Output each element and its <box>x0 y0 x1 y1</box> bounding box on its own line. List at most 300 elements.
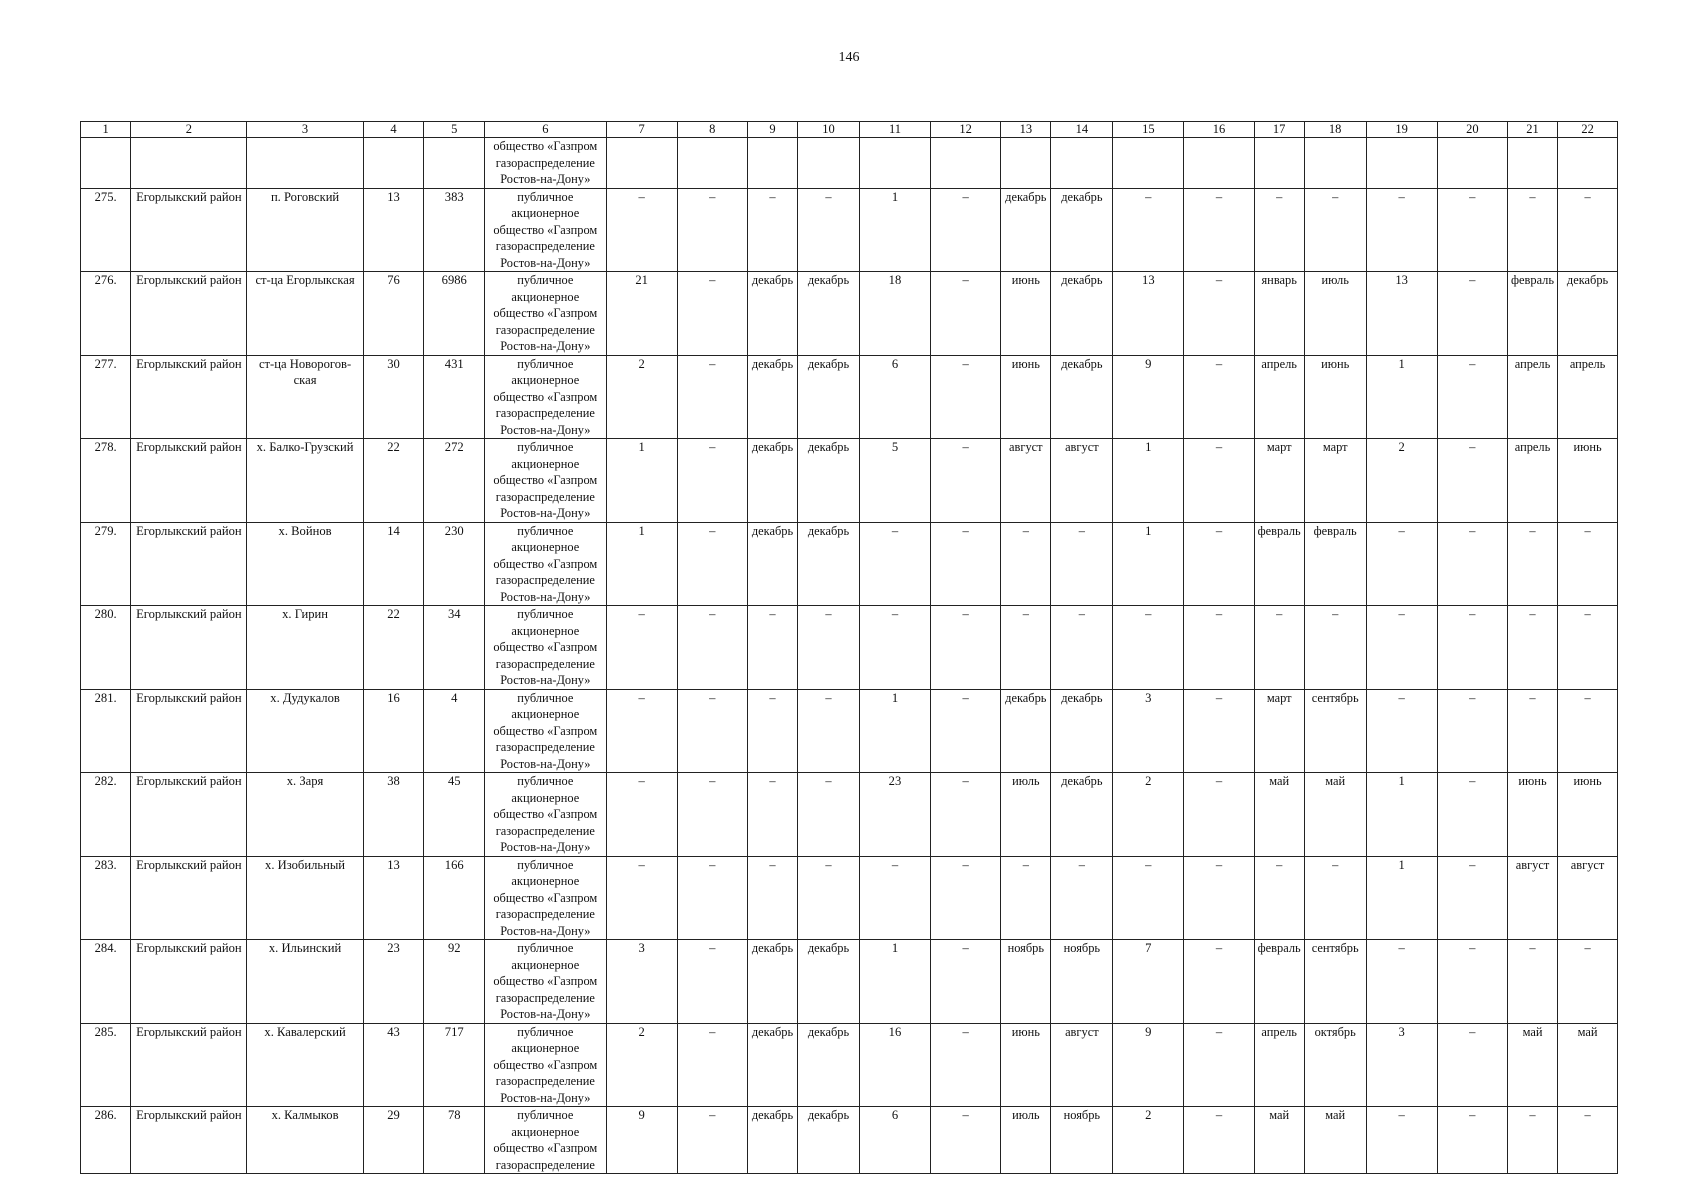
table-row <box>81 188 1618 272</box>
cell-col-18: сентябрь <box>1304 689 1366 773</box>
column-number: 11 <box>859 122 930 138</box>
cell-empty <box>131 138 247 189</box>
org-line: общество «Газпром <box>493 389 598 404</box>
cell-col-14: декабрь <box>1051 689 1113 773</box>
cell-col-7: – <box>606 773 677 857</box>
cell-col-12: – <box>931 1107 1001 1174</box>
cell-col-10: – <box>798 773 860 857</box>
cell-organization <box>485 522 606 606</box>
cell-organization <box>485 856 606 940</box>
column-number: 10 <box>798 122 860 138</box>
org-line: газораспределение <box>495 239 595 253</box>
table-row <box>81 272 1618 356</box>
cell-col-4: 29 <box>363 1107 424 1174</box>
cell-col-7: – <box>606 188 677 272</box>
cell-col-9: декабрь <box>747 355 797 439</box>
cell-col-20: – <box>1437 940 1507 1024</box>
cell-col-18: сентябрь <box>1304 940 1366 1024</box>
cell-col-18: – <box>1304 606 1366 690</box>
cell-col-17: февраль <box>1254 522 1304 606</box>
cell-col-22: апрель <box>1558 355 1618 439</box>
cell-col-9: декабрь <box>747 272 797 356</box>
cell-col-15: 1 <box>1113 522 1184 606</box>
cell-col-14: декабрь <box>1051 355 1113 439</box>
cell-col-13: – <box>1001 606 1051 690</box>
org-line: публичное <box>517 189 574 204</box>
cell-col-4: 13 <box>363 856 424 940</box>
org-line: Ростов-на-Дону» <box>500 255 591 270</box>
cell-col-21: – <box>1507 606 1557 690</box>
table-row <box>81 1107 1618 1174</box>
cell-col-20: – <box>1437 522 1507 606</box>
cell-col-18: май <box>1304 1107 1366 1174</box>
cell-col-8: – <box>677 773 747 857</box>
cell-col-21: – <box>1507 188 1557 272</box>
cell-empty <box>1254 138 1304 189</box>
column-number: 19 <box>1366 122 1437 138</box>
cell-organization-continued <box>485 138 606 189</box>
cell-col-10: – <box>798 856 860 940</box>
cell-col-14: – <box>1051 856 1113 940</box>
cell-col-18: март <box>1304 439 1366 523</box>
cell-col-11: 16 <box>859 1023 930 1107</box>
column-number: 2 <box>131 122 247 138</box>
org-line: общество «Газпром <box>493 473 598 487</box>
cell-col-10: – <box>798 188 860 272</box>
cell-col-11: – <box>859 856 930 940</box>
cell-row-number: 276. <box>81 272 131 356</box>
cell-col-11: 23 <box>859 773 930 857</box>
cell-col-19: – <box>1366 606 1437 690</box>
cell-col-12: – <box>931 940 1001 1024</box>
cell-col-22: – <box>1558 689 1618 773</box>
cell-col-5: 4 <box>424 689 485 773</box>
cell-col-5: 45 <box>424 773 485 857</box>
cell-col-14: август <box>1051 439 1113 523</box>
table-row <box>81 940 1618 1024</box>
org-line: акционерное <box>511 456 580 471</box>
org-line: акционерное <box>511 206 580 220</box>
cell-col-9: декабрь <box>747 439 797 523</box>
cell-col-5: 431 <box>424 355 485 439</box>
cell-col-15: – <box>1113 856 1184 940</box>
org-line: общество «Газпром <box>493 556 598 571</box>
column-number: 16 <box>1184 122 1254 138</box>
cell-col-20: – <box>1437 606 1507 690</box>
cell-district: Егорлыкский район <box>131 522 247 606</box>
cell-col-17: апрель <box>1254 355 1304 439</box>
cell-col-8: – <box>677 1107 747 1174</box>
cell-col-17: – <box>1254 188 1304 272</box>
org-line: общество «Газпром <box>493 139 598 153</box>
cell-district: Егорлыкский район <box>131 1107 247 1174</box>
cell-col-20: – <box>1437 1107 1507 1174</box>
cell-col-19: – <box>1366 1107 1437 1174</box>
cell-col-19: 1 <box>1366 856 1437 940</box>
org-line: Ростов-на-Дону» <box>500 422 591 437</box>
cell-empty <box>1507 138 1557 189</box>
cell-settlement: х. Изобильный <box>247 856 363 940</box>
cell-col-17: март <box>1254 439 1304 523</box>
cell-col-13: декабрь <box>1001 689 1051 773</box>
org-line: акционерное <box>511 373 580 387</box>
column-number: 14 <box>1051 122 1113 138</box>
org-line: акционерное <box>511 289 580 304</box>
cell-col-21: апрель <box>1507 439 1557 523</box>
cell-col-17: май <box>1254 1107 1304 1174</box>
cell-col-8: – <box>677 272 747 356</box>
cell-col-7: – <box>606 856 677 940</box>
cell-col-15: 2 <box>1113 773 1184 857</box>
cell-col-11: 6 <box>859 1107 930 1174</box>
cell-col-11: – <box>859 606 930 690</box>
cell-col-11: 1 <box>859 940 930 1024</box>
column-number: 5 <box>424 122 485 138</box>
cell-col-19: – <box>1366 522 1437 606</box>
cell-col-7: 21 <box>606 272 677 356</box>
cell-col-14: ноябрь <box>1051 1107 1113 1174</box>
cell-col-7: 2 <box>606 355 677 439</box>
page-number: 146 <box>838 50 860 65</box>
cell-col-14: – <box>1051 606 1113 690</box>
cell-col-18: февраль <box>1304 522 1366 606</box>
cell-col-9: – <box>747 689 797 773</box>
cell-col-21: февраль <box>1507 272 1557 356</box>
cell-col-16: – <box>1184 188 1254 272</box>
cell-col-10: – <box>798 689 860 773</box>
cell-col-8: – <box>677 522 747 606</box>
cell-col-4: 38 <box>363 773 424 857</box>
cell-col-8: – <box>677 606 747 690</box>
cell-district: Егорлыкский район <box>131 272 247 356</box>
cell-organization <box>485 188 606 272</box>
column-number: 20 <box>1437 122 1507 138</box>
cell-settlement: х. Балко-Грузский <box>247 439 363 523</box>
cell-col-7: 3 <box>606 940 677 1024</box>
org-line: газораспределение <box>495 573 595 587</box>
cell-col-19: 13 <box>1366 272 1437 356</box>
cell-col-20: – <box>1437 272 1507 356</box>
cell-col-19: 2 <box>1366 439 1437 523</box>
org-line: публичное <box>517 1024 574 1039</box>
cell-col-8: – <box>677 940 747 1024</box>
column-number: 9 <box>747 122 797 138</box>
cell-col-15: 9 <box>1113 1023 1184 1107</box>
cell-col-4: 30 <box>363 355 424 439</box>
cell-col-22: – <box>1558 1107 1618 1174</box>
cell-settlement: п. Роговский <box>247 188 363 272</box>
cell-col-17: февраль <box>1254 940 1304 1024</box>
org-line: газораспределение <box>495 1157 595 1172</box>
cell-col-22: – <box>1558 522 1618 606</box>
org-line: Ростов-на-Дону» <box>500 339 591 353</box>
cell-col-12: – <box>931 773 1001 857</box>
cell-empty <box>677 138 747 189</box>
cell-col-8: – <box>677 439 747 523</box>
org-line: акционерное <box>511 874 580 888</box>
cell-col-18: – <box>1304 188 1366 272</box>
cell-row-number: 285. <box>81 1023 131 1107</box>
cell-col-17: апрель <box>1254 1023 1304 1107</box>
table-row <box>81 606 1618 690</box>
cell-col-21: – <box>1507 1107 1557 1174</box>
cell-col-18: – <box>1304 856 1366 940</box>
cell-col-13: ноябрь <box>1001 940 1051 1024</box>
cell-col-20: – <box>1437 773 1507 857</box>
cell-settlement: х. Войнов <box>247 522 363 606</box>
cell-col-13: июль <box>1001 1107 1051 1174</box>
cell-col-18: октябрь <box>1304 1023 1366 1107</box>
cell-empty <box>1051 138 1113 189</box>
org-line: Ростов-на-Дону» <box>500 1090 591 1105</box>
cell-empty <box>1304 138 1366 189</box>
cell-col-8: – <box>677 856 747 940</box>
cell-col-5: 383 <box>424 188 485 272</box>
cell-col-7: – <box>606 689 677 773</box>
org-line: газораспределение <box>495 907 595 921</box>
cell-col-16: – <box>1184 689 1254 773</box>
cell-empty <box>1113 138 1184 189</box>
cell-col-9: – <box>747 856 797 940</box>
cell-empty <box>606 138 677 189</box>
cell-col-9: – <box>747 773 797 857</box>
column-number: 13 <box>1001 122 1051 138</box>
column-number: 15 <box>1113 122 1184 138</box>
cell-settlement: х. Ильинский <box>247 940 363 1024</box>
cell-row-number: 281. <box>81 689 131 773</box>
cell-col-13: декабрь <box>1001 188 1051 272</box>
org-line: общество «Газпром <box>493 306 598 320</box>
org-line: общество «Газпром <box>493 222 598 237</box>
cell-col-10: декабрь <box>798 439 860 523</box>
cell-col-14: декабрь <box>1051 773 1113 857</box>
cell-organization <box>485 606 606 690</box>
cell-col-15: 7 <box>1113 940 1184 1024</box>
org-line: общество «Газпром <box>493 1141 598 1155</box>
cell-col-15: 3 <box>1113 689 1184 773</box>
cell-col-4: 22 <box>363 439 424 523</box>
cell-col-5: 92 <box>424 940 485 1024</box>
org-line: акционерное <box>511 707 580 721</box>
cell-col-17: январь <box>1254 272 1304 356</box>
cell-settlement: х. Кавалерский <box>247 1023 363 1107</box>
table-row <box>81 773 1618 857</box>
cell-col-22: – <box>1558 940 1618 1024</box>
cell-col-12: – <box>931 689 1001 773</box>
cell-col-13: июль <box>1001 773 1051 857</box>
table-row <box>81 355 1618 439</box>
cell-col-11: 6 <box>859 355 930 439</box>
cell-col-13: июнь <box>1001 1023 1051 1107</box>
table-row <box>81 439 1618 523</box>
column-number: 21 <box>1507 122 1557 138</box>
cell-district: Егорлыкский район <box>131 606 247 690</box>
cell-empty <box>81 138 131 189</box>
cell-district: Егорлыкский район <box>131 689 247 773</box>
cell-col-21: август <box>1507 856 1557 940</box>
org-line: Ростов-на-Дону» <box>500 1007 591 1021</box>
cell-col-19: 1 <box>1366 773 1437 857</box>
cell-col-16: – <box>1184 773 1254 857</box>
cell-empty <box>1001 138 1051 189</box>
cell-col-19: 3 <box>1366 1023 1437 1107</box>
org-line: публичное <box>517 523 574 538</box>
cell-col-10: декабрь <box>798 522 860 606</box>
org-line: газораспределение <box>495 489 595 504</box>
org-line: публичное <box>517 1108 574 1122</box>
cell-col-4: 16 <box>363 689 424 773</box>
cell-row-number: 280. <box>81 606 131 690</box>
cell-col-4: 22 <box>363 606 424 690</box>
cell-col-19: – <box>1366 689 1437 773</box>
cell-col-22: май <box>1558 1023 1618 1107</box>
cell-col-4: 14 <box>363 522 424 606</box>
cell-col-17: – <box>1254 856 1304 940</box>
cell-col-4: 23 <box>363 940 424 1024</box>
cell-col-21: – <box>1507 940 1557 1024</box>
cell-col-22: – <box>1558 606 1618 690</box>
cell-col-16: – <box>1184 940 1254 1024</box>
continuation-row <box>81 138 1618 189</box>
cell-col-5: 230 <box>424 522 485 606</box>
org-line: публичное <box>517 440 574 454</box>
cell-col-8: – <box>677 355 747 439</box>
cell-col-18: май <box>1304 773 1366 857</box>
cell-col-18: июль <box>1304 272 1366 356</box>
org-line: акционерное <box>511 790 580 805</box>
cell-district: Егорлыкский район <box>131 856 247 940</box>
cell-organization <box>485 940 606 1024</box>
org-line: акционерное <box>511 540 580 554</box>
cell-col-17: май <box>1254 773 1304 857</box>
cell-col-12: – <box>931 188 1001 272</box>
org-line: газораспределение <box>495 990 595 1005</box>
cell-col-19: 1 <box>1366 355 1437 439</box>
cell-col-20: – <box>1437 439 1507 523</box>
org-line: публичное <box>517 690 574 705</box>
table-row <box>81 1023 1618 1107</box>
cell-col-22: декабрь <box>1558 272 1618 356</box>
column-number: 22 <box>1558 122 1618 138</box>
cell-settlement: х. Дудукалов <box>247 689 363 773</box>
cell-col-8: – <box>677 188 747 272</box>
cell-col-8: – <box>677 689 747 773</box>
cell-empty <box>1558 138 1618 189</box>
cell-col-21: – <box>1507 689 1557 773</box>
column-number: 18 <box>1304 122 1366 138</box>
column-number: 4 <box>363 122 424 138</box>
org-line: общество «Газпром <box>493 723 598 738</box>
cell-settlement: ст-ца Новорогов-ская <box>247 355 363 439</box>
cell-col-12: – <box>931 1023 1001 1107</box>
cell-col-10: декабрь <box>798 272 860 356</box>
gasification-schedule-table <box>80 121 1618 1174</box>
cell-empty <box>424 138 485 189</box>
column-number: 7 <box>606 122 677 138</box>
cell-empty <box>247 138 363 189</box>
cell-col-16: – <box>1184 355 1254 439</box>
cell-row-number: 278. <box>81 439 131 523</box>
cell-empty <box>363 138 424 189</box>
cell-col-17: – <box>1254 606 1304 690</box>
org-line: общество «Газпром <box>493 1057 598 1072</box>
org-line: Ростов-на-Дону» <box>500 506 591 520</box>
cell-col-16: – <box>1184 856 1254 940</box>
cell-empty <box>859 138 930 189</box>
org-line: общество «Газпром <box>493 974 598 988</box>
column-number: 6 <box>485 122 606 138</box>
cell-col-17: март <box>1254 689 1304 773</box>
cell-col-12: – <box>931 355 1001 439</box>
org-line: публичное <box>517 356 574 371</box>
org-line: публичное <box>517 857 574 872</box>
cell-col-18: июнь <box>1304 355 1366 439</box>
cell-col-22: август <box>1558 856 1618 940</box>
cell-col-15: 2 <box>1113 1107 1184 1174</box>
cell-col-4: 13 <box>363 188 424 272</box>
cell-settlement: х. Калмыков <box>247 1107 363 1174</box>
cell-row-number: 282. <box>81 773 131 857</box>
cell-col-14: – <box>1051 522 1113 606</box>
org-line: акционерное <box>511 1124 580 1139</box>
cell-row-number: 279. <box>81 522 131 606</box>
cell-row-number: 286. <box>81 1107 131 1174</box>
cell-district: Егорлыкский район <box>131 1023 247 1107</box>
cell-col-21: – <box>1507 522 1557 606</box>
table-row <box>81 522 1618 606</box>
cell-col-7: 2 <box>606 1023 677 1107</box>
org-line: Ростов-на-Дону» <box>500 756 591 771</box>
column-number: 3 <box>247 122 363 138</box>
cell-col-5: 34 <box>424 606 485 690</box>
cell-col-10: декабрь <box>798 355 860 439</box>
org-line: газораспределение <box>495 656 595 671</box>
cell-col-15: – <box>1113 188 1184 272</box>
cell-row-number: 284. <box>81 940 131 1024</box>
cell-col-5: 78 <box>424 1107 485 1174</box>
cell-organization <box>485 1107 606 1174</box>
cell-row-number: 283. <box>81 856 131 940</box>
org-line: газораспределение <box>495 1074 595 1088</box>
cell-col-11: 18 <box>859 272 930 356</box>
cell-organization <box>485 439 606 523</box>
cell-col-16: – <box>1184 272 1254 356</box>
cell-col-11: – <box>859 522 930 606</box>
cell-col-14: декабрь <box>1051 272 1113 356</box>
cell-col-10: декабрь <box>798 1107 860 1174</box>
org-line: газораспределение <box>495 322 595 337</box>
cell-col-19: – <box>1366 188 1437 272</box>
org-line: публичное <box>517 607 574 621</box>
cell-col-13: июнь <box>1001 272 1051 356</box>
table-row <box>81 856 1618 940</box>
cell-col-14: декабрь <box>1051 188 1113 272</box>
table-row <box>81 689 1618 773</box>
cell-col-16: – <box>1184 1023 1254 1107</box>
cell-col-9: – <box>747 188 797 272</box>
cell-col-13: – <box>1001 856 1051 940</box>
cell-col-21: июнь <box>1507 773 1557 857</box>
cell-district: Егорлыкский район <box>131 188 247 272</box>
cell-col-16: – <box>1184 1107 1254 1174</box>
org-line: публичное <box>517 941 574 955</box>
cell-district: Егорлыкский район <box>131 773 247 857</box>
cell-col-5: 272 <box>424 439 485 523</box>
cell-district: Егорлыкский район <box>131 355 247 439</box>
cell-organization <box>485 773 606 857</box>
cell-col-16: – <box>1184 439 1254 523</box>
org-line: публичное <box>517 273 574 287</box>
